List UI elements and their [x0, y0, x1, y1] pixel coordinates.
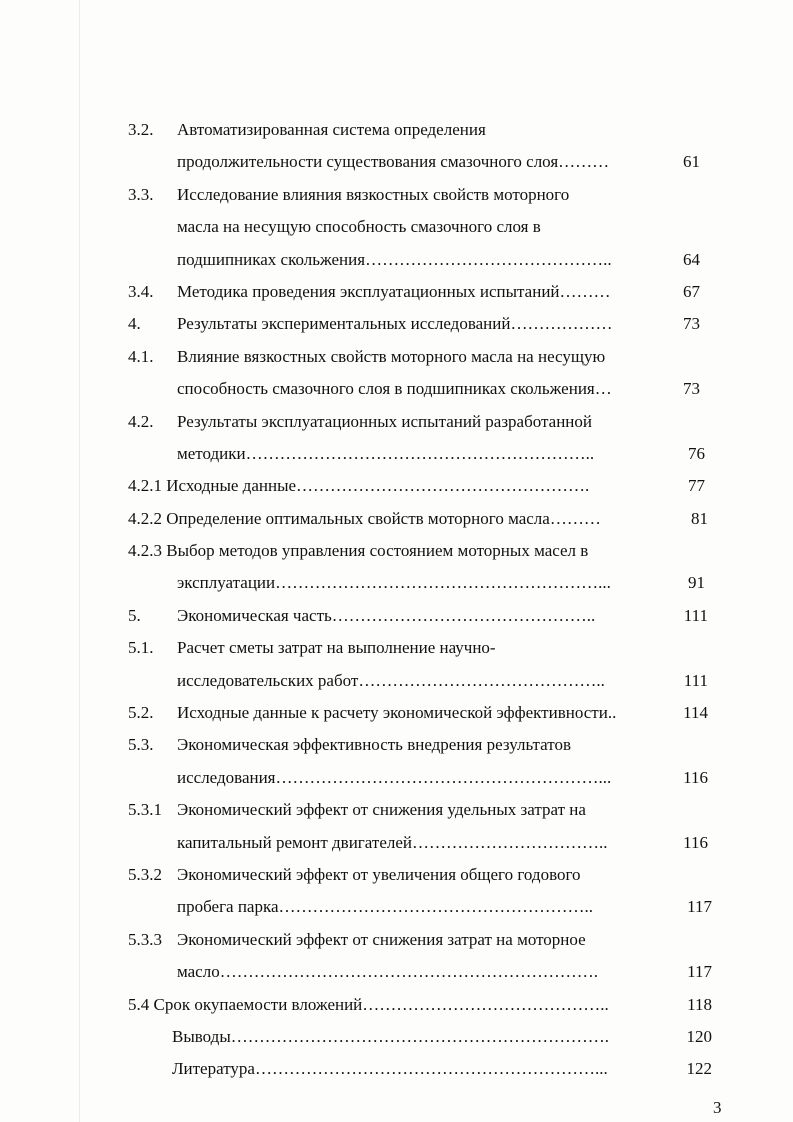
toc-page-number: 116 — [683, 832, 708, 852]
toc-line — [0, 438, 793, 470]
toc-page-number: 118 — [687, 994, 712, 1014]
toc-entry-title: Экономический эффект от снижения удельных затрат на — [177, 800, 586, 820]
toc-entry-title: Исследование влияния вязкостных свойств моторного — [177, 184, 570, 204]
toc-entry-title: исследования…………………………………………………... — [177, 767, 612, 787]
toc-entry-title: способность смазочного слоя в подшипниках скольжения… — [177, 379, 612, 399]
toc-line — [0, 891, 793, 923]
toc-entry-number: 5.1. — [128, 638, 154, 658]
toc-entry-title: исследовательских работ…………………………………….. — [177, 670, 605, 690]
toc-entry-title: Экономическая эффективность внедрения результатов — [177, 735, 572, 755]
toc-line — [0, 794, 793, 826]
toc-line — [0, 146, 793, 178]
toc-entry-number: 5.3.1 — [128, 800, 162, 820]
toc-entry — [0, 859, 793, 924]
toc-entry-title: подшипниках скольжения…………………………………….. — [177, 249, 612, 269]
toc-entry-title: продолжительности существования смазочного слоя……… — [177, 152, 610, 172]
toc-page-number: 117 — [687, 962, 712, 982]
toc-entry-title: Исходные данные к расчету экономической эффективности.. — [177, 703, 617, 723]
toc-line — [0, 308, 793, 340]
toc-entry — [0, 632, 793, 697]
toc-page-number: 111 — [683, 605, 708, 625]
toc-entry-title: 4.2.2 Определение оптимальных свойств моторного масла……… — [128, 508, 601, 528]
toc-line — [0, 762, 793, 794]
toc-line — [0, 859, 793, 891]
toc-entry-title: 5.4 Срок окупаемости вложений…………………………………….. — [128, 994, 609, 1014]
toc-line — [0, 276, 793, 308]
toc-line — [0, 989, 793, 1021]
toc-line — [0, 244, 793, 276]
toc-page-number: 111 — [683, 670, 708, 690]
toc-entry-title: Экономический эффект от снижения затрат на моторное — [177, 929, 586, 949]
toc-page-number: 122 — [686, 1059, 712, 1079]
toc-entry — [0, 503, 793, 535]
toc-line — [0, 470, 793, 502]
toc-entry — [0, 179, 793, 276]
toc-page-number: 73 — [683, 314, 700, 334]
toc-entry-number: 4.2. — [128, 411, 154, 431]
toc-page-number: 116 — [683, 767, 708, 787]
toc-entry-title: Выводы…………………………………………………………. — [172, 1026, 610, 1046]
toc-entry-title: методики…………………………………………………….. — [177, 443, 595, 463]
toc-entry-title: Литература……………………………………………………... — [172, 1059, 608, 1079]
toc-entry — [0, 1053, 793, 1085]
toc-entry — [0, 535, 793, 600]
toc-entry — [0, 470, 793, 502]
toc-page-number: 67 — [683, 281, 700, 301]
toc-page-number: 61 — [683, 152, 700, 172]
toc-entry-title: масло…………………………………………………………. — [177, 962, 598, 982]
toc-page-number: 91 — [688, 573, 705, 593]
toc-page-number: 76 — [688, 443, 705, 463]
toc-entry — [0, 924, 793, 989]
toc-line — [0, 503, 793, 535]
toc-entry — [0, 794, 793, 859]
toc-page-number: 81 — [691, 508, 708, 528]
toc-entry-number: 3.2. — [128, 120, 154, 139]
toc-entry — [0, 114, 793, 179]
toc-entry-title: Автоматизированная система определения — [177, 120, 486, 139]
toc-entry-number: 3.3. — [128, 184, 154, 204]
toc-line — [0, 114, 793, 146]
toc-entry-number: 5.3.2 — [128, 864, 162, 884]
toc-page-number: 64 — [683, 249, 700, 269]
toc-line — [0, 535, 793, 567]
toc-line — [0, 956, 793, 988]
toc-line — [0, 406, 793, 438]
toc-entry-title: эксплуатации…………………………………………………... — [177, 573, 611, 593]
table-of-contents — [0, 114, 793, 1086]
toc-page-number: 114 — [683, 703, 708, 723]
toc-line — [0, 827, 793, 859]
toc-entry — [0, 341, 793, 406]
toc-entry — [0, 308, 793, 340]
toc-page-number: 117 — [687, 897, 712, 917]
toc-entry-title: Влияние вязкостных свойств моторного масла на несущую — [177, 346, 606, 366]
toc-line — [0, 179, 793, 211]
toc-entry-number: 5. — [128, 605, 141, 625]
toc-entry-title: 4.2.1 Исходные данные……………………………………………. — [128, 476, 590, 496]
toc-line — [0, 729, 793, 761]
toc-entry-title: 4.2.3 Выбор методов управления состоянием моторных масел в — [128, 541, 589, 561]
toc-entry-title: Результаты эксплуатационных испытаний разработанной — [177, 411, 593, 431]
toc-line — [0, 697, 793, 729]
toc-entry-title: Экономический эффект от увеличения общего годового — [177, 864, 581, 884]
toc-entry-title: капитальный ремонт двигателей…………………………….. — [177, 832, 608, 852]
toc-entry — [0, 600, 793, 632]
toc-entry — [0, 1021, 793, 1053]
toc-entry-number: 4. — [128, 314, 141, 334]
page-number: 3 — [713, 1098, 722, 1117]
toc-line — [0, 1053, 793, 1085]
toc-line — [0, 632, 793, 664]
toc-page-number: 120 — [686, 1026, 712, 1046]
toc-entry-title: Методика проведения эксплуатационных испытаний……… — [177, 281, 611, 301]
toc-line — [0, 924, 793, 956]
toc-entry — [0, 276, 793, 308]
toc-line — [0, 211, 793, 243]
toc-page-number: 73 — [683, 379, 700, 399]
toc-line — [0, 373, 793, 405]
toc-entry-number: 5.3.3 — [128, 929, 162, 949]
toc-entry-number: 4.1. — [128, 346, 154, 366]
toc-line — [0, 567, 793, 599]
toc-entry-title: пробега парка……………………………………………….. — [177, 897, 594, 917]
toc-entry — [0, 989, 793, 1021]
toc-entry — [0, 729, 793, 794]
toc-entry-title: Результаты экспериментальных исследований……………… — [177, 314, 613, 334]
toc-entry-number: 5.3. — [128, 735, 154, 755]
toc-line — [0, 665, 793, 697]
toc-entry-title: Экономическая часть……………………………………….. — [177, 605, 596, 625]
toc-entry — [0, 406, 793, 471]
toc-page-number: 77 — [688, 476, 705, 496]
toc-line — [0, 1021, 793, 1053]
toc-entry-title: Расчет сметы затрат на выполнение научно- — [177, 638, 496, 658]
toc-line — [0, 600, 793, 632]
toc-line — [0, 341, 793, 373]
toc-entry-number: 3.4. — [128, 281, 154, 301]
toc-entry-title: масла на несущую способность смазочного слоя в — [177, 217, 541, 237]
toc-entry-number: 5.2. — [128, 703, 154, 723]
toc-entry — [0, 697, 793, 729]
